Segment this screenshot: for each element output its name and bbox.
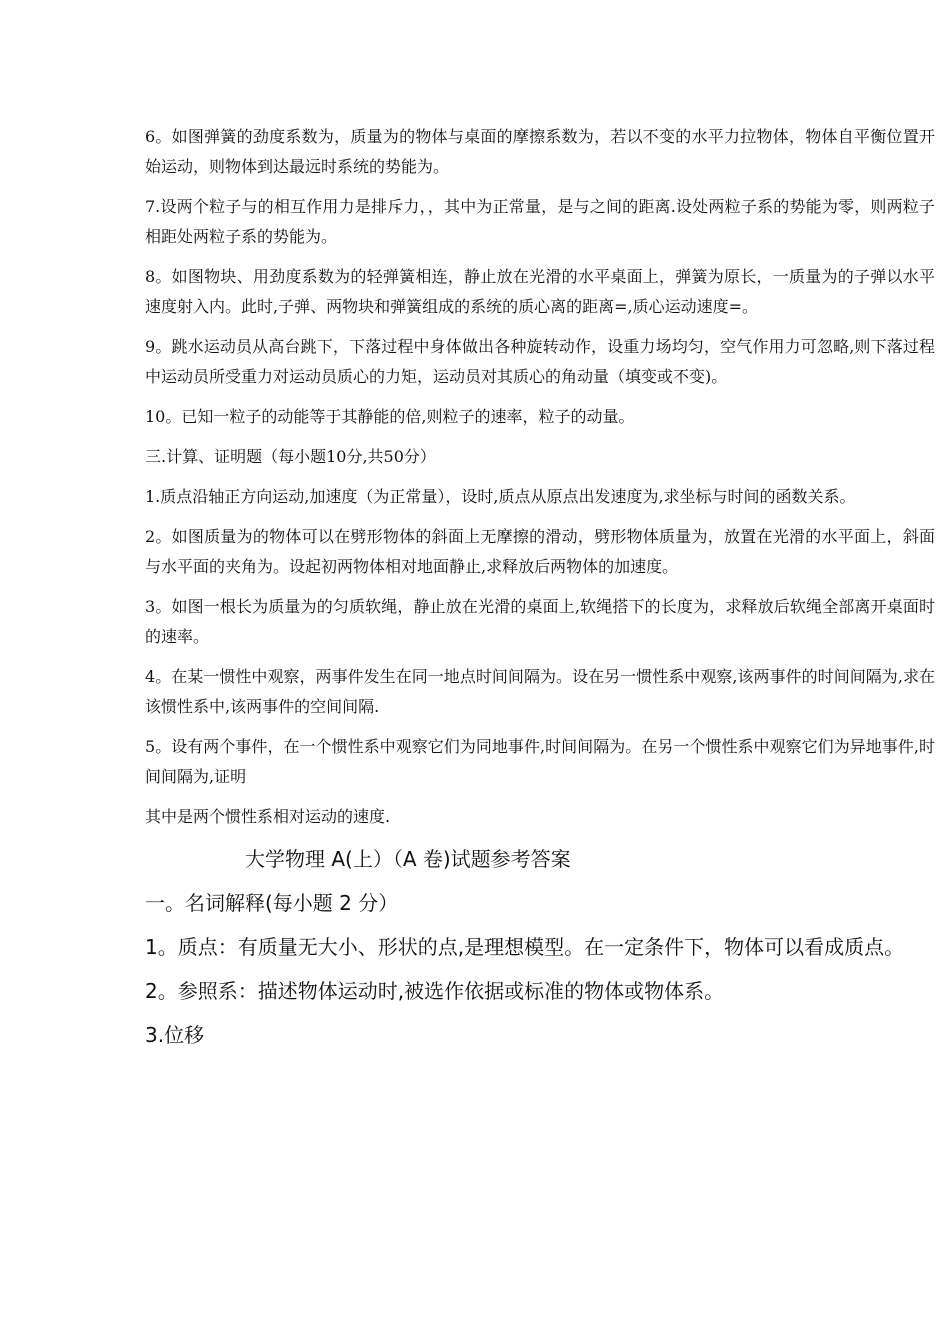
- answer-key-title: 大学物理 A(上）（A 卷)试题参考答案: [245, 847, 571, 871]
- questions-column: [145, 122, 935, 1062]
- fill-question-7: 7.设两个粒子与的相互作用力是排斥力，，其中为正常量，是与之间的距离.设处两粒子系的势能为零，则两粒子相距处两粒子系的势能为。: [145, 197, 935, 246]
- answer-item-2: 2。参照系：描述物体运动时,被选作依据或标准的物体或物体系。: [145, 979, 725, 1003]
- calc-question-3: 3。如图一根长为质量为的匀质软绳，静止放在光滑的桌面上,软绳搭下的长度为，求释放后软绳全部离开桌面时的速率。: [145, 597, 935, 646]
- fill-question-8: 8。如图物块、用劲度系数为的轻弹簧相连，静止放在光滑的水平桌面上，弹簧为原长，一质量为的子弹以水平速度射入内。此时,子弹、两物块和弹簧组成的系统的质心离的距离=,质心运动速度=。: [145, 267, 935, 316]
- answer-section-1-heading: 一。名词解释(每小题 2 分）: [145, 891, 399, 915]
- fill-question-6: 6。如图弹簧的劲度系数为，质量为的物体与桌面的摩擦系数为，若以不变的水平力拉物体，物体自平衡位置开始运动，则物体到达最远时系统的势能为。: [145, 127, 935, 176]
- calc-question-5: 5。设有两个事件，在一个惯性系中观察它们为同地事件,时间间隔为。在另一个惯性系中观察它们为异地事件,时间间隔为,证明: [145, 737, 935, 786]
- section-3-heading: 三.计算、证明题（每小题10分,共50分）: [145, 447, 436, 466]
- calc-question-1: 1.质点沿轴正方向运动,加速度（为正常量），设时,质点从原点出发速度为,求坐标与时间的函数关系。: [145, 487, 856, 506]
- answer-item-1: 1。质点：有质量无大小、形状的点,是理想模型。在一定条件下，物体可以看成质点。: [145, 935, 905, 959]
- fill-question-9: 9。跳水运动员从高台跳下，下落过程中身体做出各种旋转动作，设重力场均匀，空气作用力可忽略,则下落过程中运动员所受重力对运动员质心的力矩，运动员对其质心的角动量（填变或不变)。: [145, 337, 935, 386]
- fill-question-10: 10。已知一粒子的动能等于其静能的倍,则粒子的速率，粒子的动量。: [145, 407, 635, 426]
- calc-question-4: 4。在某一惯性中观察，两事件发生在同一地点时间间隔为。设在另一惯性系中观察,该两事件的时间间隔为,求在该惯性系中,该两事件的空间间隔.: [145, 667, 935, 716]
- answer-item-3: 3.位移: [145, 1023, 205, 1047]
- calc-question-2: 2。如图质量为的物体可以在劈形物体的斜面上无摩擦的滑动，劈形物体质量为，放置在光滑的水平面上，斜面与水平面的夹角为。设起初两物体相对地面静止,求释放后两物体的加速度。: [145, 527, 935, 576]
- calc-question-5-note: 其中是两个惯性系相对运动的速度.: [145, 807, 391, 826]
